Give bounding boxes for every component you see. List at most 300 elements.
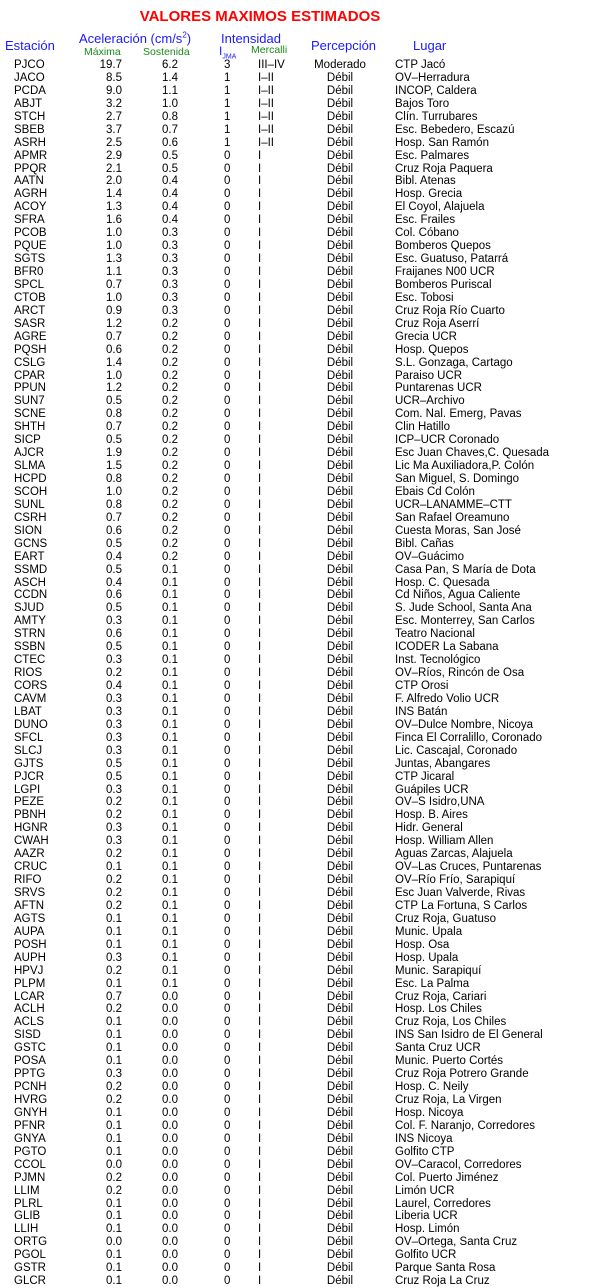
- mercalli-cell: I: [258, 563, 262, 576]
- place-cell: San Rafael Oreamuno: [395, 511, 510, 524]
- mercalli-cell: I: [258, 473, 262, 485]
- perception-cell: Débil: [326, 421, 354, 434]
- ijma-cell: 0: [224, 550, 231, 563]
- perception-cell: Débil: [326, 240, 354, 253]
- place-cell: Teatro Nacional: [395, 628, 475, 641]
- station-cell: AUPH: [14, 951, 46, 964]
- station-cell: HGNR: [14, 822, 48, 835]
- perception-cell: Débil: [326, 757, 354, 770]
- ijma-cell: 0: [224, 356, 231, 369]
- table-row: [0, 1003, 590, 1016]
- place-cell: Col. Cóbano: [395, 227, 459, 240]
- station-cell: SUN7: [14, 395, 45, 408]
- perception-cell: Débil: [326, 887, 354, 899]
- place-cell: Col. F. Naranjo, Corredores: [395, 1119, 535, 1132]
- station-cell: ORTG: [14, 1236, 48, 1249]
- mercalli-cell: I: [258, 201, 262, 214]
- place-cell: Liberia UCR: [395, 1210, 458, 1223]
- table-row: [0, 835, 590, 848]
- table-title: VALORES MAXIMOS ESTIMADOS: [139, 8, 381, 25]
- max-accel-cell: 0.1: [106, 1016, 122, 1029]
- perception-cell: Débil: [326, 1184, 354, 1197]
- ijma-cell: 0: [224, 680, 231, 692]
- max-accel-cell: 0.3: [106, 705, 122, 718]
- station-cell: PJMN: [14, 1171, 46, 1184]
- table-row: [0, 926, 590, 939]
- sustained-accel-cell: 0.0: [162, 1249, 178, 1262]
- sustained-accel-cell: 0.0: [162, 1068, 178, 1081]
- header-aceleracion-sup: 2: [182, 30, 187, 40]
- max-accel-cell: 1.0: [106, 485, 122, 498]
- perception-cell: Débil: [326, 628, 354, 641]
- sustained-accel-cell: 0.0: [162, 1016, 178, 1029]
- ijma-cell: 0: [224, 1042, 231, 1055]
- mercalli-cell: I: [258, 641, 262, 654]
- place-cell: INS Batán: [395, 705, 448, 718]
- sustained-accel-cell: 0.1: [162, 925, 178, 938]
- place-cell: Com. Nal. Emerg, Pavas: [395, 408, 522, 421]
- perception-cell: Débil: [326, 770, 354, 783]
- place-cell: Cruz Roja Aserrí: [395, 317, 480, 330]
- mercalli-cell: I: [258, 149, 262, 162]
- mercalli-cell: I: [258, 770, 262, 783]
- ijma-cell: 0: [224, 511, 231, 524]
- sustained-accel-cell: 0.2: [162, 460, 178, 473]
- mercalli-cell: I: [258, 278, 262, 291]
- place-cell: Laurel, Corredores: [395, 1197, 491, 1210]
- sustained-accel-cell: 0.2: [162, 330, 178, 343]
- ijma-cell: 0: [224, 899, 231, 912]
- station-cell: GSTC: [14, 1042, 46, 1055]
- table-row: [0, 266, 590, 279]
- header-intensidad: Intensidad: [221, 31, 281, 46]
- mercalli-cell: I: [258, 809, 262, 822]
- table-row: [0, 357, 590, 370]
- max-accel-cell: 2.0: [106, 175, 122, 188]
- station-cell: DUNO: [14, 718, 48, 731]
- place-cell: F. Alfredo Volio UCR: [395, 692, 500, 705]
- table-row: [0, 538, 590, 551]
- table-row: [0, 331, 590, 344]
- max-accel-cell: 2.5: [106, 136, 122, 149]
- ijma-cell: 0: [224, 1106, 231, 1119]
- station-cell: PPQR: [14, 162, 47, 175]
- station-cell: CAVM: [14, 692, 47, 705]
- perception-cell: Débil: [326, 744, 354, 757]
- max-accel-cell: 0.7: [106, 330, 122, 343]
- ijma-cell: 0: [224, 641, 231, 654]
- mercalli-cell: I: [258, 938, 262, 951]
- station-cell: SPCL: [14, 278, 45, 291]
- place-cell: Juntas, Abangares: [395, 757, 491, 770]
- ijma-cell: 1: [224, 71, 231, 84]
- data-table: [0, 59, 590, 1288]
- sustained-accel-cell: 0.0: [162, 1106, 178, 1119]
- mercalli-cell: I: [258, 1016, 262, 1029]
- perception-cell: Débil: [326, 447, 354, 460]
- station-cell: PCNH: [14, 1081, 47, 1094]
- table-row: [0, 382, 590, 395]
- ijma-cell: 0: [224, 1094, 231, 1106]
- table-row: [0, 163, 590, 176]
- mercalli-cell: I: [258, 705, 262, 718]
- place-cell: CTP Orosi: [395, 680, 449, 692]
- ijma-cell: 0: [224, 266, 231, 278]
- table-row: [0, 874, 590, 887]
- perception-cell: Débil: [326, 149, 354, 162]
- sustained-accel-cell: 0.0: [162, 1223, 178, 1236]
- mercalli-cell: I: [258, 485, 262, 498]
- table-row: [0, 861, 590, 874]
- station-cell: AAZR: [14, 848, 45, 861]
- max-accel-cell: 0.8: [106, 408, 122, 421]
- ijma-cell: 0: [224, 214, 231, 227]
- ijma-cell: 0: [224, 938, 231, 951]
- mercalli-cell: I: [258, 447, 262, 460]
- place-cell: Esc Juan Valverde, Rivas: [395, 887, 526, 899]
- station-cell: PEZE: [14, 796, 45, 809]
- station-cell: AMTY: [14, 615, 46, 628]
- perception-cell: Débil: [326, 356, 354, 369]
- station-cell: SHTH: [14, 421, 46, 434]
- perception-cell: Débil: [326, 511, 354, 524]
- table-row: [0, 188, 590, 201]
- station-cell: LGPI: [14, 783, 41, 796]
- ijma-cell: 0: [224, 304, 231, 317]
- sustained-accel-cell: 0.3: [162, 266, 178, 278]
- sustained-accel-cell: 0.1: [162, 654, 178, 667]
- max-accel-cell: 0.3: [106, 692, 122, 705]
- perception-cell: Débil: [326, 537, 354, 550]
- table-row: [0, 1249, 590, 1262]
- ijma-cell: 0: [224, 395, 231, 408]
- place-cell: OV–Caracol, Corredores: [395, 1158, 522, 1171]
- station-cell: CTOB: [14, 291, 46, 304]
- mercalli-cell: I: [258, 162, 262, 175]
- sustained-accel-cell: 0.1: [162, 692, 178, 705]
- station-cell: AATN: [14, 175, 44, 188]
- place-cell: Cruz Roja, La Virgen: [395, 1094, 502, 1106]
- station-cell: CSRH: [14, 511, 47, 524]
- mercalli-cell: I: [258, 1055, 262, 1068]
- perception-cell: Débil: [326, 796, 354, 809]
- ijma-cell: 0: [224, 951, 231, 964]
- perception-cell: Débil: [326, 1158, 354, 1171]
- mercalli-cell: I: [258, 964, 262, 977]
- perception-cell: Débil: [326, 951, 354, 964]
- station-cell: HPVJ: [14, 964, 44, 977]
- place-cell: Esc. Tobosi: [395, 291, 454, 304]
- mercalli-cell: I: [258, 214, 262, 227]
- table-row: [0, 965, 590, 978]
- sustained-accel-cell: 0.2: [162, 421, 178, 434]
- mercalli-cell: I: [258, 356, 262, 369]
- place-cell: Aguas Zarcas, Alajuela: [395, 848, 513, 861]
- mercalli-cell: I–II: [258, 84, 274, 97]
- station-cell: ARCT: [14, 304, 46, 317]
- max-accel-cell: 0.5: [106, 563, 122, 576]
- mercalli-cell: I: [258, 1068, 262, 1081]
- sustained-accel-cell: 0.0: [162, 1081, 178, 1094]
- place-cell: INS Nicoya: [395, 1132, 453, 1145]
- table-row: [0, 72, 590, 85]
- sustained-accel-cell: 0.1: [162, 861, 178, 874]
- station-cell: SBEB: [14, 123, 45, 136]
- perception-cell: Débil: [326, 498, 354, 511]
- sustained-accel-cell: 0.0: [162, 1042, 178, 1055]
- place-cell: Esc. Bebedero, Escazú: [395, 123, 515, 136]
- ijma-cell: 0: [224, 291, 231, 304]
- mercalli-cell: I: [258, 1094, 262, 1106]
- station-cell: PGTO: [14, 1145, 47, 1158]
- max-accel-cell: 0.6: [106, 343, 122, 356]
- mercalli-cell: I: [258, 498, 262, 511]
- mercalli-cell: I: [258, 434, 262, 447]
- max-accel-cell: 1.3: [106, 253, 122, 266]
- mercalli-cell: I: [258, 1236, 262, 1249]
- ijma-cell: 0: [224, 861, 231, 874]
- ijma-cell: 0: [224, 667, 231, 680]
- station-cell: SCOH: [14, 485, 48, 498]
- sustained-accel-cell: 0.0: [162, 1158, 178, 1171]
- perception-cell: Débil: [326, 136, 354, 149]
- sustained-accel-cell: 0.2: [162, 317, 178, 330]
- sustained-accel-cell: 0.1: [162, 835, 178, 848]
- sustained-accel-cell: 0.2: [162, 343, 178, 356]
- place-cell: Cuesta Moras, San José: [395, 524, 521, 537]
- station-cell: PJCR: [14, 770, 45, 783]
- sustained-accel-cell: 0.0: [162, 1119, 178, 1132]
- place-cell: Bibl. Cañas: [395, 537, 454, 550]
- max-accel-cell: 0.1: [106, 1223, 122, 1236]
- ijma-cell: 1: [224, 136, 231, 149]
- station-cell: PLRL: [14, 1197, 43, 1210]
- ijma-cell: 0: [224, 718, 231, 731]
- ijma-cell: 0: [224, 1068, 231, 1081]
- perception-cell: Débil: [326, 912, 354, 925]
- table-row: [0, 758, 590, 771]
- ijma-cell: 0: [224, 149, 231, 162]
- mercalli-cell: I: [258, 291, 262, 304]
- ijma-cell: 0: [224, 589, 231, 602]
- table-row: [0, 564, 590, 577]
- sustained-accel-cell: 0.2: [162, 356, 178, 369]
- sustained-accel-cell: 0.5: [162, 162, 178, 175]
- ijma-cell: 0: [224, 628, 231, 641]
- station-cell: GLCR: [14, 1275, 46, 1288]
- place-cell: Hosp. Los Chiles: [395, 1003, 482, 1016]
- place-cell: Clin Hatillo: [395, 421, 450, 434]
- table-row: [0, 1262, 590, 1275]
- sustained-accel-cell: 0.1: [162, 705, 178, 718]
- max-accel-cell: 0.3: [106, 654, 122, 667]
- sustained-accel-cell: 0.1: [162, 744, 178, 757]
- max-accel-cell: 0.4: [106, 550, 122, 563]
- station-cell: SJUD: [14, 602, 45, 615]
- ijma-cell: 3: [224, 59, 231, 71]
- place-cell: Grecia UCR: [395, 330, 457, 343]
- perception-cell: Débil: [326, 1236, 354, 1249]
- table-row: [0, 887, 590, 900]
- perception-cell: Débil: [326, 1003, 354, 1016]
- perception-cell: Débil: [326, 1029, 354, 1042]
- sustained-accel-cell: 0.0: [162, 1003, 178, 1016]
- station-cell: AFTN: [14, 899, 45, 912]
- perception-cell: Débil: [326, 899, 354, 912]
- table-row: [0, 460, 590, 473]
- header-estacion: Estación: [5, 38, 55, 53]
- max-accel-cell: 0.1: [106, 1249, 122, 1262]
- mercalli-cell: I: [258, 887, 262, 899]
- sustained-accel-cell: 0.7: [162, 123, 178, 136]
- mercalli-cell: I: [258, 1184, 262, 1197]
- place-cell: Cruz Roja, Los Chiles: [395, 1016, 507, 1029]
- station-cell: GLIB: [14, 1210, 41, 1223]
- place-cell: Hosp. C. Quesada: [395, 576, 490, 589]
- perception-cell: Débil: [326, 550, 354, 563]
- table-row: [0, 1081, 590, 1094]
- mercalli-cell: I: [258, 1158, 262, 1171]
- ijma-cell: 0: [224, 498, 231, 511]
- max-accel-cell: 2.9: [106, 149, 122, 162]
- table-row: [0, 1223, 590, 1236]
- perception-cell: Débil: [326, 1223, 354, 1236]
- table-row: [0, 577, 590, 590]
- mercalli-cell: I: [258, 266, 262, 278]
- table-row: [0, 512, 590, 525]
- place-cell: Cd Niños, Agua Caliente: [395, 589, 521, 602]
- mercalli-cell: I: [258, 460, 262, 473]
- ijma-cell: 1: [224, 84, 231, 97]
- station-cell: LCAR: [14, 990, 45, 1003]
- max-accel-cell: 0.7: [106, 278, 122, 291]
- sustained-accel-cell: 0.0: [162, 1236, 178, 1249]
- place-cell: San Miguel, S. Domingo: [395, 473, 520, 485]
- perception-cell: Débil: [326, 291, 354, 304]
- ijma-cell: 0: [224, 887, 231, 899]
- table-row: [0, 1107, 590, 1120]
- table-row: [0, 939, 590, 952]
- place-cell: Finca El Corralillo, Coronado: [395, 731, 543, 744]
- table-row: [0, 1198, 590, 1211]
- ijma-cell: 0: [224, 1262, 231, 1275]
- max-accel-cell: 0.1: [106, 1029, 122, 1042]
- ijma-cell: 0: [224, 1236, 231, 1249]
- table-row: [0, 1146, 590, 1159]
- max-accel-cell: 0.1: [106, 1119, 122, 1132]
- sustained-accel-cell: 0.1: [162, 602, 178, 615]
- station-cell: CTEC: [14, 654, 46, 667]
- table-row: [0, 486, 590, 499]
- mercalli-cell: I: [258, 1029, 262, 1042]
- table-row: [0, 732, 590, 745]
- perception-cell: Débil: [326, 938, 354, 951]
- max-accel-cell: 1.0: [106, 227, 122, 240]
- ijma-cell: 0: [224, 615, 231, 628]
- station-cell: LBAT: [14, 705, 42, 718]
- table-row: [0, 253, 590, 266]
- max-accel-cell: 0.2: [106, 796, 122, 809]
- subheader-sostenida: Sostenida: [143, 46, 190, 58]
- max-accel-cell: 1.5: [106, 460, 122, 473]
- sustained-accel-cell: 0.2: [162, 447, 178, 460]
- max-accel-cell: 1.0: [106, 291, 122, 304]
- max-accel-cell: 0.1: [106, 1106, 122, 1119]
- mercalli-cell: I–II: [258, 71, 274, 84]
- table-row: [0, 1029, 590, 1042]
- mercalli-cell: I: [258, 330, 262, 343]
- table-row: [0, 771, 590, 784]
- ijma-cell: 0: [224, 848, 231, 861]
- mercalli-cell: I: [258, 1210, 262, 1223]
- sustained-accel-cell: 0.2: [162, 485, 178, 498]
- ijma-cell: 0: [224, 1249, 231, 1262]
- mercalli-cell: I: [258, 951, 262, 964]
- ijma-cell: 0: [224, 175, 231, 188]
- mercalli-cell: I: [258, 421, 262, 434]
- sustained-accel-cell: 0.1: [162, 796, 178, 809]
- table-row: [0, 641, 590, 654]
- perception-cell: Débil: [326, 188, 354, 201]
- sustained-accel-cell: 0.0: [162, 1029, 178, 1042]
- perception-cell: Débil: [326, 822, 354, 835]
- sustained-accel-cell: 0.1: [162, 641, 178, 654]
- station-cell: HVRG: [14, 1094, 48, 1106]
- ijma-cell: 0: [224, 1184, 231, 1197]
- ijma-cell: 0: [224, 460, 231, 473]
- perception-cell: Débil: [326, 1119, 354, 1132]
- max-accel-cell: 0.2: [106, 809, 122, 822]
- perception-cell: Débil: [326, 253, 354, 266]
- sustained-accel-cell: 0.1: [162, 628, 178, 641]
- mercalli-cell: III–IV: [258, 59, 285, 71]
- perception-cell: Débil: [326, 71, 354, 84]
- subheader-ijma: [219, 44, 237, 61]
- table-row: [0, 589, 590, 602]
- subheader-ijma-i: I: [219, 44, 223, 58]
- table-row: [0, 1055, 590, 1068]
- perception-cell: Débil: [326, 925, 354, 938]
- max-accel-cell: 0.4: [106, 680, 122, 692]
- sustained-accel-cell: 0.3: [162, 227, 178, 240]
- sustained-accel-cell: 0.1: [162, 977, 178, 990]
- perception-cell: Débil: [326, 1042, 354, 1055]
- ijma-cell: 0: [224, 201, 231, 214]
- perception-cell: Débil: [326, 1171, 354, 1184]
- table-row: [0, 214, 590, 227]
- perception-cell: Débil: [326, 382, 354, 395]
- place-cell: Hosp. C. Neily: [395, 1081, 469, 1094]
- mercalli-cell: I: [258, 848, 262, 861]
- ijma-cell: 0: [224, 408, 231, 421]
- sustained-accel-cell: 0.2: [162, 434, 178, 447]
- ijma-cell: 0: [224, 447, 231, 460]
- table-row: [0, 796, 590, 809]
- station-cell: LLIM: [14, 1184, 40, 1197]
- station-cell: SLMA: [14, 460, 46, 473]
- mercalli-cell: I–II: [258, 110, 274, 123]
- sustained-accel-cell: 0.1: [162, 615, 178, 628]
- mercalli-cell: I: [258, 175, 262, 188]
- table-row: [0, 809, 590, 822]
- perception-cell: Débil: [326, 1262, 354, 1275]
- perception-cell: Débil: [326, 641, 354, 654]
- perception-cell: Débil: [326, 589, 354, 602]
- table-row: [0, 719, 590, 732]
- table-row: [0, 1185, 590, 1198]
- table-row: [0, 900, 590, 913]
- ijma-cell: 0: [224, 1055, 231, 1068]
